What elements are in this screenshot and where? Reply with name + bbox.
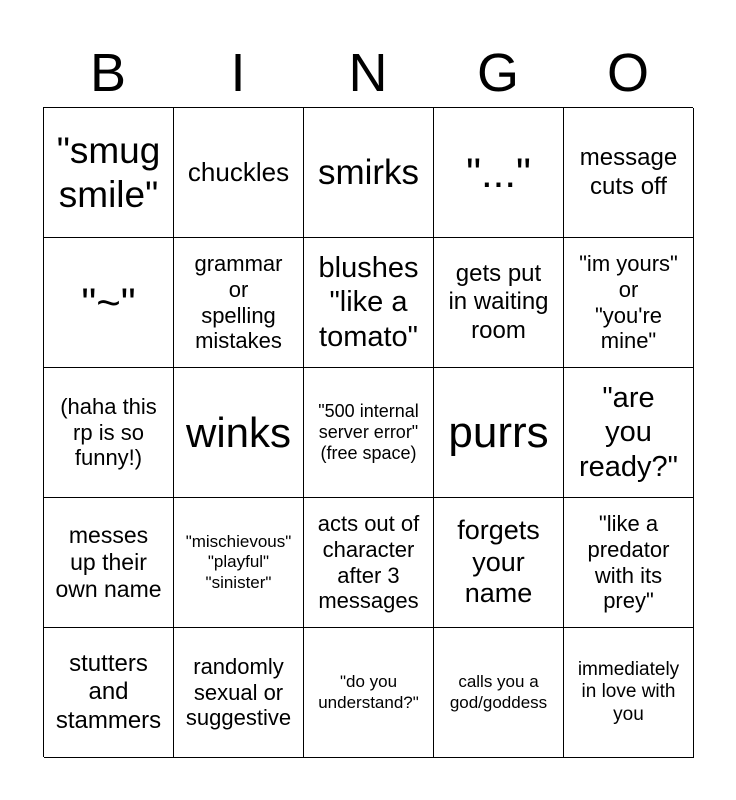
cell-text: grammar or spelling mistakes (194, 250, 283, 354)
bingo-cell[interactable] (434, 238, 564, 368)
bingo-cell[interactable] (304, 238, 434, 368)
cell-text: "mischievous" "playful" "sinister" (185, 532, 292, 592)
cell-text: forgets your name (457, 514, 540, 609)
cell-text: "do you understand?" (318, 672, 419, 712)
cell-text: "..." (466, 148, 531, 196)
cell-text: "are you ready?" (579, 382, 678, 483)
bingo-cell[interactable] (434, 108, 564, 238)
bingo-cell[interactable] (174, 108, 304, 238)
cell-text: "smug smile" (56, 129, 161, 215)
bingo-cell[interactable] (174, 368, 304, 498)
cell-text: stutters and stammers (55, 650, 162, 734)
cell-text: (haha this rp is so funny!) (60, 393, 157, 471)
bingo-cell[interactable] (304, 628, 434, 758)
bingo-cell[interactable] (304, 498, 434, 628)
cell-text: messes up their own name (55, 521, 162, 603)
bingo-header (43, 38, 693, 108)
cell-text: message cuts off (579, 144, 678, 200)
cell-text: chuckles (187, 157, 290, 188)
bingo-cell[interactable] (434, 628, 564, 758)
bingo-cell[interactable] (174, 498, 304, 628)
cell-text: randomly sexual or suggestive (185, 653, 292, 731)
header-letter-g: G (476, 43, 519, 103)
cell-text: purrs (448, 407, 549, 457)
cell-text: blushes "like a tomato" (318, 252, 419, 353)
cell-text: immediately in love with you (577, 658, 680, 725)
bingo-cell[interactable] (304, 108, 434, 238)
bingo-cell[interactable] (44, 498, 174, 628)
bingo-cell[interactable] (434, 368, 564, 498)
cell-text: "~" (81, 278, 136, 326)
bingo-cell[interactable] (44, 368, 174, 498)
header-letter-n: N (348, 43, 388, 103)
bingo-cell[interactable] (564, 628, 694, 758)
cell-text: gets put in waiting room (448, 260, 549, 344)
header-letter-b: B (89, 43, 127, 103)
cell-text: calls you a god/goddess (449, 672, 548, 712)
bingo-cell[interactable] (44, 108, 174, 238)
bingo-cell[interactable] (44, 238, 174, 368)
bingo-board (43, 107, 693, 757)
header-letter-i: I (230, 43, 246, 103)
free-space-cell[interactable] (304, 368, 434, 498)
bingo-cell[interactable] (434, 498, 564, 628)
bingo-cell[interactable] (564, 108, 694, 238)
bingo-cell[interactable] (44, 628, 174, 758)
cell-text: "im yours" or "you're mine" (579, 250, 678, 354)
cell-text: "500 internal server error" (free space) (318, 400, 419, 464)
bingo-cell[interactable] (174, 628, 304, 758)
header-letter-o: O (606, 43, 649, 103)
bingo-cell[interactable] (564, 368, 694, 498)
cell-text: smirks (317, 152, 420, 192)
bingo-cell[interactable] (174, 238, 304, 368)
cell-text: winks (185, 408, 292, 456)
bingo-cell[interactable] (564, 238, 694, 368)
bingo-cell[interactable] (564, 498, 694, 628)
cell-text: "like a predator with its prey" (587, 510, 670, 614)
cell-text: acts out of character after 3 messages (317, 510, 420, 614)
